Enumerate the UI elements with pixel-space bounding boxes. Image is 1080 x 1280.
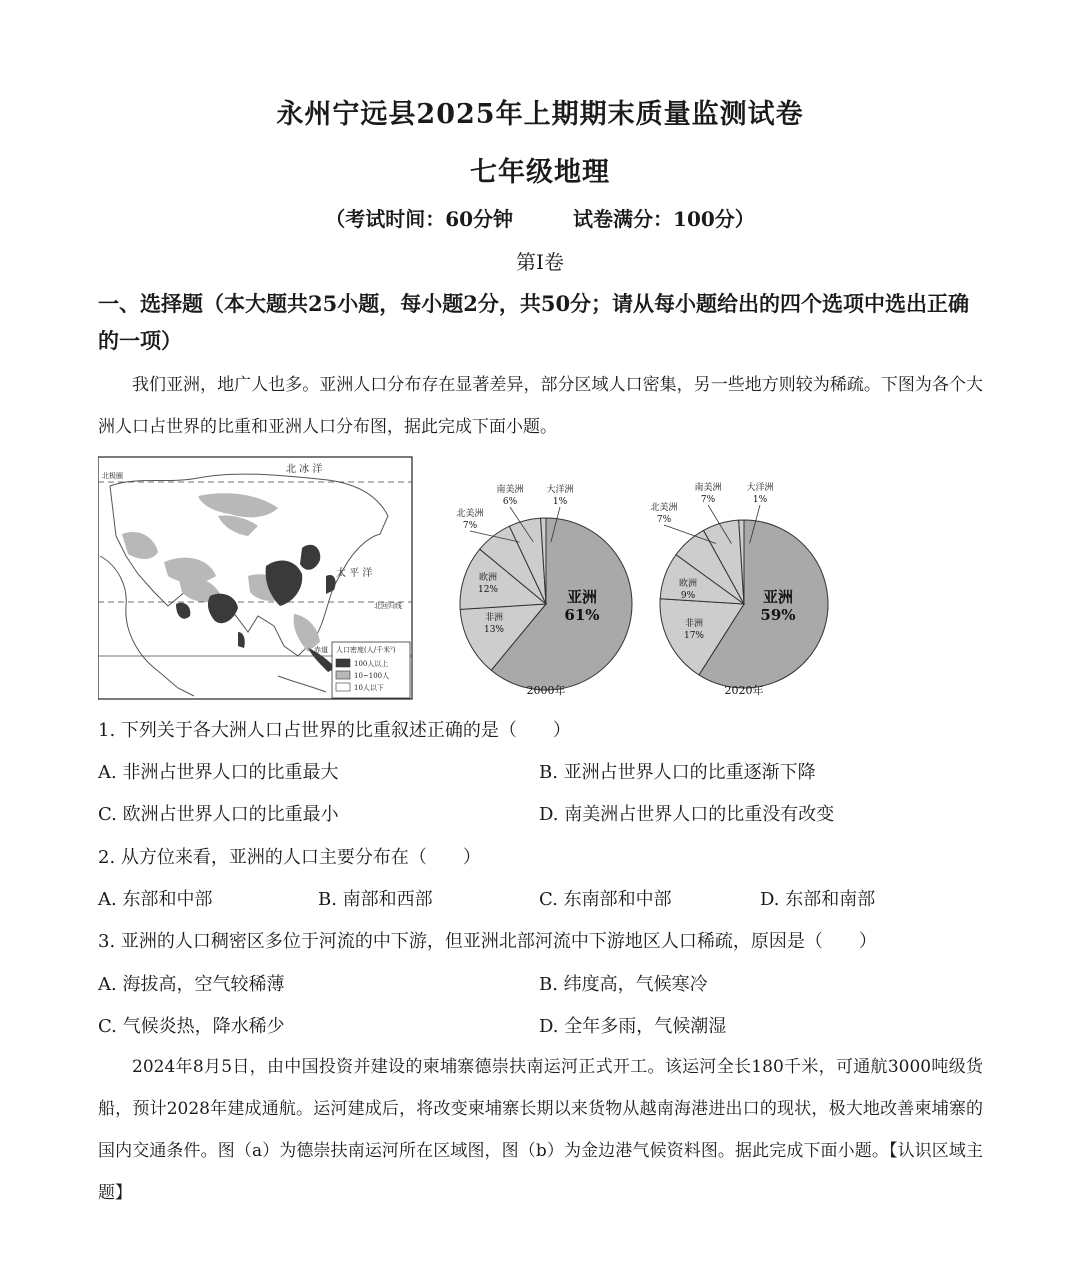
intro-paragraph: 我们亚洲，地广人也多。亚洲人口分布存在显著差异，部分区域人口密集，另一些地方则较为稀疏。下图为各个大洲人口占世界的比重和亚洲人口分布图，据此完成下面小题。 — [98, 375, 983, 437]
pie-0-label-1-value: 13% — [483, 625, 505, 635]
arctic-circle-label: 北极圈 — [102, 472, 123, 480]
pie-0-label-4-name: 南美洲 — [496, 485, 524, 495]
question-3-stem: 3. 亚洲的人口稠密区多位于河流的中下游，但亚洲北部河流中下游地区人口稀疏，原因是（ ） — [98, 931, 877, 952]
pie-0-label-4-value: 6% — [502, 497, 518, 507]
legend-high: 100人以上 — [354, 660, 389, 668]
pie-1-label-1-name: 非洲 — [684, 619, 704, 629]
q2-option-a: A. 东部和中部 — [98, 889, 213, 910]
exam-info: （考试时间：60分钟 试卷满分：100分） — [325, 207, 755, 231]
figure-asia-population — [98, 456, 982, 701]
pie-1-title: 2020年 — [724, 684, 764, 697]
pie-0-title: 2000年 — [526, 684, 566, 697]
question-1-stem: 1. 下列关于各大洲人口占世界的比重叙述正确的是（ ） — [98, 720, 571, 741]
pie-1-label-4-name: 南美洲 — [694, 483, 722, 493]
arctic-ocean-label: 北 冰 洋 — [286, 464, 323, 475]
canal-passage: 2024年8月5日，由中国投资并建设的柬埔寨德崇扶南运河正式开工。该运河全长180千米，可通航3000吨级货船，预计2028年建成通航。运河建成后，将改变柬埔寨长期以来货物从越南海港进出口的现状，极大地改善柬埔寨的国内交通条件。图（a）为德崇扶南运河所在区域图，图（b）为金边港气候资料图。据此完成下面小题。【认识区域主题】 — [98, 1057, 983, 1203]
q2-option-b: B. 南部和西部 — [318, 889, 433, 910]
exam-title: 永州宁远县2025年上期期末质量监测试卷 — [276, 99, 804, 130]
pie-1-label-2-value: 9% — [680, 591, 696, 601]
pie-0-label-1-name: 非洲 — [484, 613, 504, 623]
pie-0-label-2-name: 欧洲 — [478, 573, 498, 583]
q1-option-b: B. 亚洲占世界人口的比重逐渐下降 — [539, 762, 816, 783]
q1-option-a: A. 非洲占世界人口的比重最大 — [98, 762, 339, 783]
volume-label: 第Ⅰ卷 — [516, 250, 564, 274]
pie-0-label-5-value: 1% — [552, 497, 568, 507]
pie-1-label-0-value: 59% — [760, 606, 796, 624]
pie-1-label-4-value: 7% — [700, 495, 716, 505]
pie-0-label-0-name: 亚洲 — [566, 588, 598, 606]
q3-option-a: A. 海拔高，空气较稀薄 — [98, 974, 285, 995]
pacific-ocean-label: 太 平 洋 — [336, 568, 373, 579]
pie-0-label-2-value: 12% — [477, 585, 499, 595]
map-legend — [332, 642, 410, 698]
section-heading: 一、选择题（本大题共25小题，每小题2分，共50分；请从每小题给出的四个选项中选出正确的一项） — [98, 291, 970, 353]
pie-0-label-5-name: 大洋洲 — [546, 485, 574, 495]
question-2-stem: 2. 从方位来看，亚洲的人口主要分布在（ ） — [98, 847, 481, 868]
tropic-label: 北回归线 — [374, 602, 402, 610]
pie-1-label-2-name: 欧洲 — [678, 579, 698, 589]
q1-option-d: D. 南美洲占世界人口的比重没有改变 — [539, 804, 835, 825]
legend-swatch-high — [336, 659, 350, 667]
q3-option-d: D. 全年多雨，气候潮湿 — [539, 1016, 727, 1037]
asia-population-map — [98, 457, 412, 699]
legend-title: 人口密度(人/千米²) — [336, 646, 396, 654]
pie-0-label-0-value: 61% — [564, 606, 600, 624]
q1-option-c: C. 欧洲占世界人口的比重最小 — [98, 804, 339, 825]
pie-1-label-5-name: 大洋洲 — [746, 483, 774, 493]
legend-mid: 10~100人 — [354, 672, 390, 680]
legend-low: 10人以下 — [354, 684, 384, 692]
subject-title: 七年级地理 — [470, 157, 610, 188]
pie-1-label-0-name: 亚洲 — [762, 588, 794, 606]
pie-1-label-3-value: 7% — [656, 515, 672, 525]
q2-option-d: D. 东部和南部 — [760, 889, 876, 910]
pie-1-label-5-value: 1% — [752, 495, 768, 505]
equator-label: 赤道 — [314, 646, 328, 654]
pie-1-label-1-value: 17% — [683, 631, 705, 641]
q3-option-c: C. 气候炎热，降水稀少 — [98, 1016, 285, 1037]
pie-0-label-3-name: 北美洲 — [456, 509, 484, 519]
q2-option-c: C. 东南部和中部 — [539, 889, 672, 910]
legend-swatch-mid — [336, 671, 350, 679]
pie-0-label-3-value: 7% — [462, 521, 478, 531]
pie-charts — [456, 481, 828, 697]
legend-swatch-low — [336, 683, 350, 691]
q3-option-b: B. 纬度高，气候寒冷 — [539, 974, 708, 995]
pie-1-label-3-name: 北美洲 — [650, 503, 678, 513]
